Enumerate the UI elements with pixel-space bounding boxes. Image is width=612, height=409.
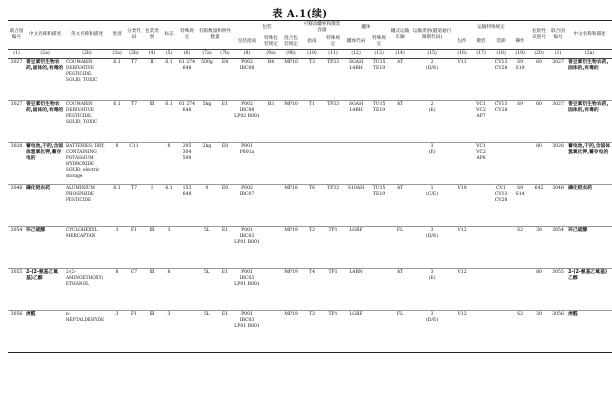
index-cell: (3a): [109, 50, 125, 59]
transport-category-cell: 3 (E): [411, 269, 453, 311]
packages-provision-cell: V12: [453, 269, 471, 311]
english-name-cell: BATTERIES, DRY, CONTAINING POTASSIUM HYDROXIDE SOLID, electric storage: [65, 143, 109, 185]
tank-special-cell: TP1: [323, 227, 343, 269]
tank-special-cell: TP1: [323, 311, 343, 353]
tank-instruction-cell: T4: [301, 269, 323, 311]
operation-provision-cell: S9 S14: [511, 185, 529, 227]
tank-special-cell: TP33: [323, 101, 343, 143]
col-tank-instructions: 指南: [307, 39, 317, 44]
tank-vehicle-cell: AT: [389, 59, 411, 101]
un-number-2-cell: 3028: [549, 143, 567, 185]
packing-group-cell: Ⅰ: [143, 185, 161, 227]
special-packing-cell: [261, 269, 281, 311]
label-cell: 6.1: [161, 185, 177, 227]
hazard-id-cell: 80: [529, 143, 549, 185]
index-cell: (18): [491, 50, 511, 59]
hazard-id-cell: 60: [529, 59, 549, 101]
excepted-quantity-cell: E1: [217, 311, 233, 353]
table-title: 表 A.1(续): [272, 9, 328, 20]
chinese-name-2-cell: 2-(2-氨基乙氧基)乙醇: [567, 269, 612, 311]
index-cell: (13): [369, 50, 389, 59]
header-group-row: [8, 21, 612, 36]
bulk-provision-cell: [471, 269, 491, 311]
excepted-quantity-cell: E4: [217, 59, 233, 101]
english-name-cell: ALUMINIUM PHOSPHIDE PESTICIDE: [65, 185, 109, 227]
tank-instruction-cell: T1: [301, 101, 323, 143]
tank-special-cell: TP1: [323, 269, 343, 311]
label-cell: 8: [161, 269, 177, 311]
label-cell: 6.1: [161, 59, 177, 101]
special-provisions-cell: [177, 227, 197, 269]
hazard-id-cell: 30: [529, 227, 549, 269]
classification-code-cell: F1: [125, 311, 143, 353]
index-cell: (2a): [25, 50, 65, 59]
classification-code-cell: T7: [125, 185, 143, 227]
class-cell: 3: [109, 227, 125, 269]
table-row: [8, 101, 612, 143]
tank-vehicle-cell: AT: [389, 185, 411, 227]
column-index-row: [8, 50, 612, 59]
col-vehicle-special: 特殊规定: [372, 36, 386, 47]
tank-vehicle-cell: AT: [389, 101, 411, 143]
index-cell: (17): [471, 50, 491, 59]
mixed-packing-cell: MP19: [281, 227, 301, 269]
bulk-provision-cell: [471, 59, 491, 101]
chinese-name-2-cell: 蓄电池,干的,含固体氢氧化钾,蓄存电的: [567, 143, 612, 185]
packing-instruction-cell: P801 P801a: [233, 143, 261, 185]
index-cell: (12): [343, 50, 369, 59]
tank-special-cell: TP33: [323, 59, 343, 101]
index-cell: (1): [8, 50, 25, 59]
un-number-cell: 3027: [8, 101, 25, 143]
col-transport-category: 运输类别(隧道通行限制代码): [411, 21, 453, 50]
col-un-number-2: 联合国编号: [549, 21, 567, 50]
chinese-name-cell: 磷化铝农药: [25, 185, 65, 227]
index-cell: (16): [453, 50, 471, 59]
special-packing-cell: [261, 227, 281, 269]
loading-provision-cell: [491, 269, 511, 311]
tank-vehicle-cell: FL: [389, 227, 411, 269]
vehicle-special-cell: [369, 311, 389, 353]
limited-quantity-cell: 0: [197, 185, 217, 227]
chinese-name-cell: 香豆素衍生物农药,固体的,有毒的: [25, 59, 65, 101]
table-row: [8, 311, 612, 353]
un-number-cell: 3027: [8, 59, 25, 101]
special-provisions-cell: 295 304 598: [177, 143, 197, 185]
tank-special-cell: [323, 143, 343, 185]
english-name-cell: CYCLOHEXYL MERCAPTAN: [65, 227, 109, 269]
special-packing-cell: [261, 185, 281, 227]
index-cell: (8): [233, 50, 261, 59]
index-cell: (14): [389, 50, 411, 59]
col-tank-special: 特殊规定: [326, 36, 340, 47]
un-number-cell: 3054: [8, 227, 25, 269]
tank-instruction-cell: T6: [301, 185, 323, 227]
col-limited-quantities: 有限数量和例外数量: [197, 21, 233, 50]
vehicle-special-cell: [369, 269, 389, 311]
class-cell: 6.1: [109, 185, 125, 227]
packing-instruction-cell: P001 IBC03 LP01 R001: [233, 269, 261, 311]
operation-provision-cell: [511, 269, 529, 311]
chinese-name-cell: 蓄电池,干的,含固体氢氧化钾,蓄存电的: [25, 143, 65, 185]
packing-group-cell: Ⅲ: [143, 269, 161, 311]
un-number-2-cell: 3054: [549, 227, 567, 269]
label-cell: 6.1: [161, 101, 177, 143]
loading-provision-cell: [491, 143, 511, 185]
table-row: [8, 185, 612, 227]
chinese-name-cell: 2-(2-氨基乙氧基)乙醇: [25, 269, 65, 311]
table-row: [8, 269, 612, 311]
packing-group-cell: Ⅲ: [143, 101, 161, 143]
packages-provision-cell: [453, 143, 471, 185]
mixed-packing-cell: MP19: [281, 311, 301, 353]
vehicle-special-cell: TU15 TE19: [369, 185, 389, 227]
english-name-cell: n-HEPTALDEHYDE: [65, 311, 109, 353]
limited-quantity-cell: 2kg: [197, 143, 217, 185]
table-row: [8, 227, 612, 269]
special-provisions-cell: [177, 269, 197, 311]
packing-group-cell: Ⅲ: [143, 227, 161, 269]
col-special-provisions: 特殊规定: [177, 21, 197, 50]
special-packing-cell: B4: [261, 59, 281, 101]
hazard-id-cell: 80: [529, 269, 549, 311]
tank-code-cell: SGAH L4BH: [343, 101, 369, 143]
tank-code-cell: SGAH L4BH: [343, 59, 369, 101]
english-name-cell: 2-(2-AMINOETHOXY) ETHANOL: [65, 269, 109, 311]
col-class: 类别: [109, 21, 125, 50]
index-cell: (11): [323, 50, 343, 59]
excepted-quantity-cell: E1: [217, 227, 233, 269]
col-un-number: 联合国编号: [8, 21, 25, 50]
packing-instruction-cell: P001 IBC03 LP01 R001: [233, 227, 261, 269]
chinese-name-2-cell: 香豆素衍生物农药,固体的,有毒的: [567, 101, 612, 143]
special-packing-cell: B3: [261, 101, 281, 143]
class-cell: 8: [109, 143, 125, 185]
label-cell: 3: [161, 227, 177, 269]
packages-provision-cell: V12: [453, 227, 471, 269]
col-mixed-packing: 混合包装规定: [284, 36, 298, 47]
operation-provision-cell: S9: [511, 101, 529, 143]
mixed-packing-cell: MP10: [281, 101, 301, 143]
classification-code-cell: T7: [125, 101, 143, 143]
special-provisions-cell: 153 648: [177, 185, 197, 227]
col-packages: 包件: [457, 39, 467, 44]
operation-provision-cell: S2: [511, 311, 529, 353]
english-name-cell: COUMARIN DERIVATIVE PESTICIDE, SOLID, TOXIC: [65, 101, 109, 143]
mixed-packing-cell: [281, 143, 301, 185]
tank-special-cell: TP33: [323, 185, 343, 227]
un-number-2-cell: 3027: [549, 101, 567, 143]
packages-provision-cell: V11: [453, 59, 471, 101]
classification-code-cell: T7: [125, 59, 143, 101]
loading-provision-cell: CV1 CV13 CV28: [491, 185, 511, 227]
transport-category-cell: 2 (D/E): [411, 59, 453, 101]
chinese-name-2-cell: 香豆素衍生物农药,固体的,有毒的: [567, 59, 612, 101]
tank-vehicle-cell: AT: [389, 269, 411, 311]
packing-instruction-cell: P001 IBC03 LP01 R001: [233, 311, 261, 353]
tank-vehicle-cell: [389, 143, 411, 185]
tank-instruction-cell: T2: [301, 227, 323, 269]
transport-category-cell: 3 (D/E): [411, 311, 453, 353]
vehicle-special-cell: [369, 143, 389, 185]
index-cell: (20): [529, 50, 549, 59]
table-row: [8, 143, 612, 185]
un-number-cell: 3055: [8, 269, 25, 311]
vehicle-special-cell: [369, 227, 389, 269]
english-name-cell: COUMARIN DERIVATIVE PESTICIDE, SOLID, TOXIC: [65, 59, 109, 101]
chinese-name-cell: 环己硫醇: [25, 227, 65, 269]
un-number-2-cell: 3055: [549, 269, 567, 311]
limited-quantity-cell: 5L: [197, 269, 217, 311]
operation-provision-cell: [511, 143, 529, 185]
class-cell: 6.1: [109, 59, 125, 101]
tank-instruction-cell: [301, 143, 323, 185]
index-cell: (5): [161, 50, 177, 59]
tank-instruction-cell: T2: [301, 311, 323, 353]
table-body: [8, 59, 612, 353]
index-cell: (19): [511, 50, 529, 59]
bulk-provision-cell: [471, 227, 491, 269]
col-chinese-name: 中文名称和描述: [25, 21, 65, 50]
index-cell: (3b): [125, 50, 143, 59]
hazard-id-cell: 60: [529, 101, 549, 143]
dangerous-goods-table: [8, 20, 612, 353]
col-chinese-name-2: 中文名称和描述: [567, 21, 612, 50]
packages-provision-cell: [453, 101, 471, 143]
index-cell: (4): [143, 50, 161, 59]
excepted-quantity-cell: E0: [217, 185, 233, 227]
group-packing: 包装: [233, 21, 301, 36]
bulk-provision-cell: [471, 311, 491, 353]
loading-provision-cell: [491, 227, 511, 269]
tank-vehicle-cell: FL: [389, 311, 411, 353]
packing-instruction-cell: P002 IBC07: [233, 185, 261, 227]
excepted-quantity-cell: E1: [217, 269, 233, 311]
packing-group-cell: Ⅲ: [143, 311, 161, 353]
index-cell: (9b): [281, 50, 301, 59]
excepted-quantity-cell: E0: [217, 143, 233, 185]
limited-quantity-cell: 5kg: [197, 101, 217, 143]
hazard-id-cell: 30: [529, 311, 549, 353]
un-number-2-cell: 3027: [549, 59, 567, 101]
limited-quantity-cell: 5L: [197, 227, 217, 269]
index-cell: (2b): [65, 50, 109, 59]
operation-provision-cell: S2: [511, 227, 529, 269]
transport-category-cell: 3 (E): [411, 143, 453, 185]
label-cell: 8: [161, 143, 177, 185]
transport-category-cell: 2 (E): [411, 101, 453, 143]
classification-code-cell: C11: [125, 143, 143, 185]
group-transport-special: 运输特殊规定: [453, 21, 529, 36]
packages-provision-cell: V10: [453, 185, 471, 227]
index-cell: (6): [177, 50, 197, 59]
un-number-2-cell: 3048: [549, 185, 567, 227]
tank-code-cell: S10AH: [343, 185, 369, 227]
index-cell: (9a): [261, 50, 281, 59]
tank-code-cell: LGBF: [343, 227, 369, 269]
col-loading: 装卸: [496, 39, 506, 44]
col-special-packing: 特殊包装规定: [264, 36, 278, 47]
col-english-name: 英文名称和描述: [65, 21, 109, 50]
index-cell: (1): [549, 50, 567, 59]
index-cell: (10): [301, 50, 323, 59]
label-cell: 3: [161, 311, 177, 353]
loading-provision-cell: CV13 CV28: [491, 101, 511, 143]
class-cell: 3: [109, 311, 125, 353]
col-packing-instructions: 包装指南: [237, 39, 257, 44]
group-tank-bulk: 可移动罐柜和散装容器: [301, 21, 343, 36]
transport-category-cell: 1 (C/E): [411, 185, 453, 227]
transport-category-cell: 3 (D/E): [411, 227, 453, 269]
mixed-packing-cell: MP10: [281, 59, 301, 101]
loading-provision-cell: CV13 CV28: [491, 59, 511, 101]
col-hazard-id: 危险性识别号: [529, 21, 549, 50]
vehicle-special-cell: TU15 TE19: [369, 59, 389, 101]
class-cell: 6.1: [109, 101, 125, 143]
hazard-id-cell: 642: [529, 185, 549, 227]
limited-quantity-cell: 5L: [197, 311, 217, 353]
bulk-provision-cell: [471, 185, 491, 227]
tank-code-cell: LGBF: [343, 311, 369, 353]
tank-instruction-cell: T3: [301, 59, 323, 101]
col-labels: 标志: [161, 21, 177, 50]
packing-instruction-cell: P002 IBC08: [233, 59, 261, 101]
un-number-cell: 3048: [8, 185, 25, 227]
bulk-provision-cell: VC1 VC2 AP8: [471, 143, 491, 185]
index-cell: (7b): [217, 50, 233, 59]
tank-code-cell: L4BN: [343, 269, 369, 311]
col-packing-group: 包装类别: [143, 21, 161, 50]
mixed-packing-cell: MP19: [281, 269, 301, 311]
un-number-cell: 3056: [8, 311, 25, 353]
special-packing-cell: [261, 143, 281, 185]
special-provisions-cell: 61 274 648: [177, 101, 197, 143]
col-operation: 操作: [515, 39, 525, 44]
table-row: [8, 59, 612, 101]
vehicle-special-cell: TU15 TE19: [369, 101, 389, 143]
chinese-name-2-cell: 环己硫醇: [567, 227, 612, 269]
packing-group-cell: [143, 143, 161, 185]
mixed-packing-cell: MP18: [281, 185, 301, 227]
excepted-quantity-cell: E1: [217, 101, 233, 143]
index-cell: (2a): [567, 50, 612, 59]
loading-provision-cell: [491, 311, 511, 353]
special-provisions-cell: [177, 311, 197, 353]
col-tank-code: 罐体代码: [346, 39, 366, 44]
index-cell: (7a): [197, 50, 217, 59]
packing-group-cell: Ⅱ: [143, 59, 161, 101]
index-cell: (15): [411, 50, 453, 59]
un-number-cell: 3028: [8, 143, 25, 185]
group-vehicle-tank: 罐体: [343, 21, 389, 36]
classification-code-cell: C7: [125, 269, 143, 311]
col-tank-vehicle: 罐式运输车辆: [389, 21, 411, 50]
limited-quantity-cell: 500g: [197, 59, 217, 101]
chinese-name-cell: 香豆素衍生物农药,固体的,有毒的: [25, 101, 65, 143]
un-number-2-cell: 3056: [549, 311, 567, 353]
packages-provision-cell: V12: [453, 311, 471, 353]
special-provisions-cell: 61 274 648: [177, 59, 197, 101]
col-classification-code: 分类代码: [125, 21, 143, 50]
operation-provision-cell: S9 S19: [511, 59, 529, 101]
bulk-provision-cell: VC1 VC2 AP7: [471, 101, 491, 143]
tank-code-cell: [343, 143, 369, 185]
chinese-name-2-cell: 磷化铝农药: [567, 185, 612, 227]
packing-instruction-cell: P002 IBC08 LP02 R001: [233, 101, 261, 143]
chinese-name-cell: 庚醛: [25, 311, 65, 353]
special-packing-cell: [261, 311, 281, 353]
col-bulk: 散装: [476, 39, 486, 44]
chinese-name-2-cell: 庚醛: [567, 311, 612, 353]
classification-code-cell: F1: [125, 227, 143, 269]
class-cell: 8: [109, 269, 125, 311]
